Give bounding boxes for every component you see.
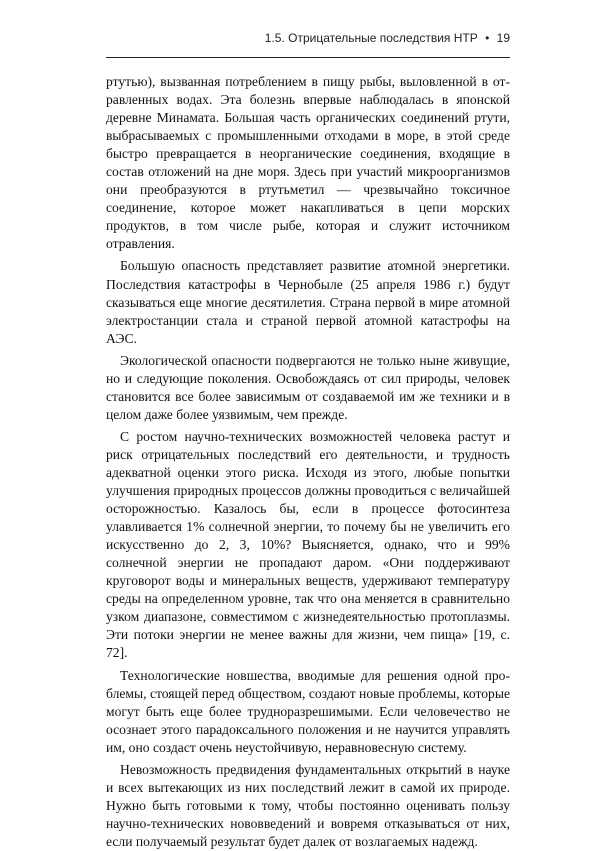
- paragraph: Экологической опасности подвергаются не только ныне живущие, но и следующие поколения. Освобождаясь от сил природы, человек становится все более зависимым от создаваемой им же техники и в целом даже более уязвимым, чем прежде.: [106, 352, 510, 422]
- page-number: 19: [496, 31, 510, 45]
- header-rule: [106, 57, 510, 58]
- paragraph: Технологические новшества, вводимые для решения одной проблемы, стоящей перед обществом, создают новые проблемы, которые могут быть еще более трудноразрешимыми. Если человечество не осознает этого парадоксального положения и не научится управлять им, оно создаст очень неустойчивую, неравновесную систему.: [106, 667, 510, 755]
- paragraph: Невозможность предвидения фундаментальных открытий в науке и всех вытекающих из них последствий лежит в самой их природе. Нужно быть готовыми к тому, чтобы постоянно оценивать пользу научно-технических нововведений и вовремя отказываться от них, если получаемый результат будет далек от возлагаемых надежд.: [106, 761, 510, 849]
- paragraph: Большую опасность представляет развитие атомной энергетики. Последствия катастрофы в Чернобыле (25 апреля 1986 г.) будут сказываться еще многие десятилетия. Страна первой в мире атомной электростанции стала и страной первой атомной катастрофы на АЭС.: [106, 258, 510, 346]
- body-text: [106, 73, 510, 851]
- paragraph-continued: ртутью), вызванная потреблением в пищу рыбы, выловленной в отравленных водах. Эта болезнь впервые наблюдалась в японской деревне Минамата. Большая часть органических соединений ртути, выбрасываемых с промышленными отходами в море, в этой среде быстро превращается в неорганические соединения, входящие в состав отложений на дне моря. Здесь при участий микроорганизмов они преобразуются в ртутьметил — чрезвычайно токсичное соединение, которое может накапливаться в цепи морских продуктов, в том числе рыбе, которая и служит источником отравления.: [106, 74, 510, 252]
- bullet-separator: •: [485, 31, 490, 45]
- section-number: 1.5.: [264, 31, 285, 45]
- paragraph: С ростом научно-технических возможностей человека растут и риск отрицательных последствий его деятельности, и трудность адекватной оценки этого риска. Исходя из этого, любые попытки улучшения природных процессов должны проводиться с величайшей осторожностью. Казалось бы, если в процессе фотосинтеза улавливается 1% солнечной энергии, то почему бы не увеличить его искусственно до 2, 3, 10%? Выясняется, однако, что и 99% солнечной энергии не пропадают даром. «Они поддерживают круговорот воды и минеральных веществ, удерживают температуру среды на определенном уровне, так что она меняется в сравнительно узком диапазоне, совместимом с жизнедеятельностью протоплазмы. Эти потоки энергии не менее важны для жизни, чем пища» [19, с. 72].: [106, 428, 510, 661]
- section-title: Отрицательные последствия НТР: [288, 31, 478, 45]
- running-head: [106, 30, 510, 46]
